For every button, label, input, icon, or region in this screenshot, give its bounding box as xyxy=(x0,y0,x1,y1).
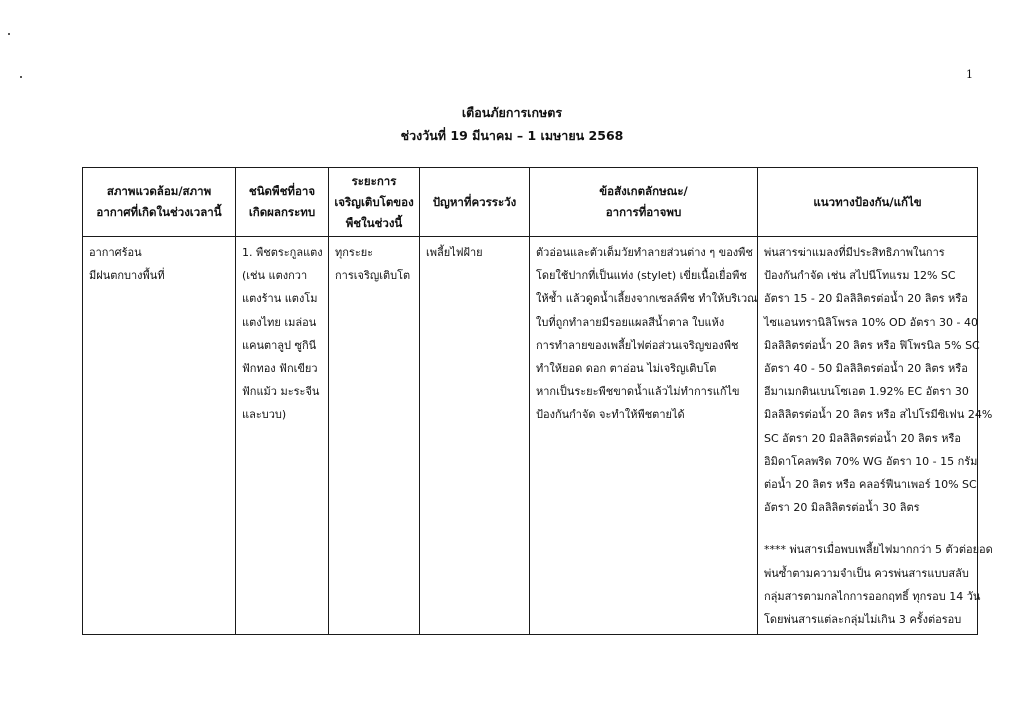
header-problem: ปัญหาที่ควรระวัง xyxy=(420,168,530,237)
prevention-note-line: กลุ่มสารตามกลไกการออกฤทธิ์ ทุกรอบ 14 วัน xyxy=(764,589,981,603)
header-crop: ชนิดพืชที่อาจ เกิดผลกระทบ xyxy=(236,168,329,237)
prevention-note-line: **** พ่นสารเมื่อพบเพลี้ยไฟมากกว่า 5 ตัวต่อยอด xyxy=(764,543,993,557)
document-title: เตือนภัยการเกษตร xyxy=(461,105,563,120)
agri-warning-table xyxy=(82,167,993,635)
document-subtitle: ช่วงวันที่ 19 มีนาคม – 1 เมษายน 2568 xyxy=(400,128,624,143)
page-number: 1 xyxy=(966,68,973,81)
header-growth-stage: ระยะการ เจริญเติบโตของ พืชในช่วงนี้ xyxy=(329,168,420,237)
prevention-note-line: โดยพ่นสารแต่ละกลุ่มไม่เกิน 3 ครั้งต่อรอบ xyxy=(764,613,962,627)
cell-environment: อากาศร้อน มีฝนตกบางพื้นที่ xyxy=(83,237,236,635)
header-environment: สภาพแวดล้อม/สภาพ อากาศที่เกิดในช่วงเวลานี้ xyxy=(83,168,236,237)
header-symptoms: ข้อสังเกตลักษณะ/ อาการที่อาจพบ xyxy=(530,168,758,237)
scan-mark xyxy=(20,76,22,78)
scan-mark xyxy=(8,33,10,35)
cell-growth-stage: ทุกระยะ การเจริญเติบโต xyxy=(329,237,420,635)
table-header-row xyxy=(83,168,978,237)
cell-prevention: พ่นสารฆ่าแมลงที่มีประสิทธิภาพในการ ป้องกันกำจัด เช่น สไปนีโทแรม 12% SC อัตรา 15 - 20 มิลลิลิตรต่อน้ำ 20 ลิตร หรือ ไซแอนทรานิลิโพรล 10% OD อัตรา 30 - 40 มิลลิลิตรต่อน้ำ 20 ลิตร หรือ ฟิโพรนิล 5% SC อัตรา 40 - 50 มิลลิลิตรต่อน้ำ 20 ลิตร หรือ อีมาเมกตินเบนโซเอต 1.92% EC อัตรา 30 มิลลิลิตรต่อน้ำ 20 ลิตร หรือ สไปโรมีซิเฟน 24% SC อัตรา 20 มิลลิลิตรต่อน้ำ 20 ลิตร หรือ อิมิดาโคลพริด 70% WG อัตรา 10 - 15 กรัม ต่อน้ำ 20 ลิตร หรือ คลอร์ฟีนาเพอร์ 10% SC อัตรา 20 มิลลิลิตรต่อน้ำ 30 ลิตร **** พ่นสารเมื่อพบเพลี้ยไฟมากกว่า 5 ตัวต่อยอด พ่นซ้ำตามความจำเป็น ควรพ่นสารแบบสลับ กลุ่มสารตามกลไกการออกฤทธิ์ ทุกรอบ 14 วัน โดยพ่นสารแต่ละกลุ่มไม่เกิน 3 ครั้งต่อรอบ xyxy=(758,237,978,635)
cell-crop: 1. พืชตระกูลแตง (เช่น แตงกวา แตงร้าน แตงโม แตงไทย เมล่อน แคนตาลูป ซูกินี ฟักทอง ฟักเขียว ฟักแม้ว มะระจีน และบวบ) xyxy=(236,237,329,635)
header-prevention: แนวทางป้องกัน/แก้ไข xyxy=(758,168,978,237)
paragraph-gap xyxy=(764,519,971,538)
table-row xyxy=(83,237,978,635)
cell-problem: เพลี้ยไฟฝ้าย xyxy=(420,237,530,635)
cell-symptoms: ตัวอ่อนและตัวเต็มวัยทำลายส่วนต่าง ๆ ของพืช โดยใช้ปากที่เป็นแท่ง (stylet) เขี่ยเนื้อเยื่อพืช ให้ช้ำ แล้วดูดน้ำเลี้ยงจากเซลล์พืช ทำให้บริเวณ ใบที่ถูกทำลายมีรอยแผลสีน้ำตาล ใบแห้ง การทำลายของเพลี้ยไฟต่อส่วนเจริญของพืช ทำให้ยอด ดอก ตาอ่อน ไม่เจริญเติบโต หากเป็นระยะพืชขาดน้ำแล้วไม่ทำการแก้ไข ป้องกันกำจัด จะทำให้พืชตายได้ xyxy=(530,237,758,635)
prevention-note-line: พ่นซ้ำตามความจำเป็น ควรพ่นสารแบบสลับ xyxy=(764,566,969,580)
